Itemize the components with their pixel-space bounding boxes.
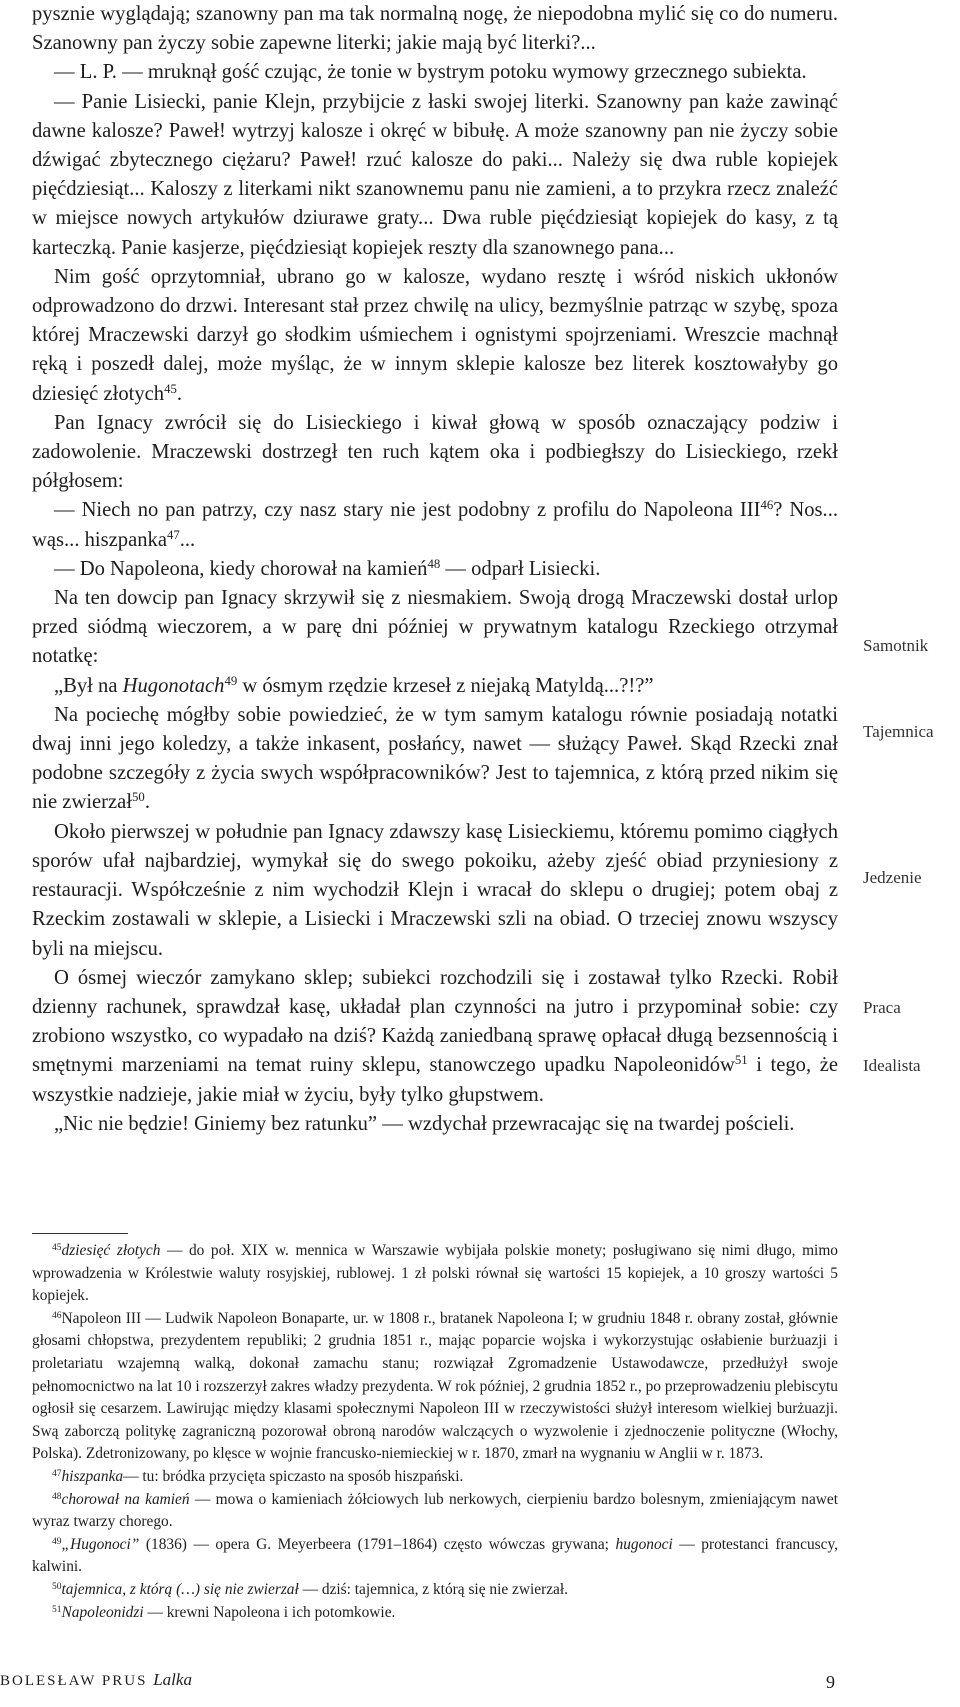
footnote-divider: [32, 1233, 128, 1234]
footnote-ref[interactable]: 46: [760, 498, 774, 513]
margin-note-jedzenie: Jedzenie: [863, 868, 922, 887]
text-run: — Do Napoleona, kiedy chorował na kamień: [54, 557, 428, 580]
footnote-ref[interactable]: 49: [224, 673, 238, 688]
footnote-ref[interactable]: 45: [164, 381, 177, 396]
footnote-51: [32, 1602, 838, 1625]
footnote-number: 51: [52, 1603, 62, 1615]
text-run: O ósmej wieczór zamykano sklep; subiekci rozchodzili się i zostawał tylko Rzecki. Robił dzienny rachunek, sprawdzał kasę, układał plan czynności na jutro i przypominał sobie: czy zrobiono wszystko, co wypadało na dziś? Każdą zaniedbaną sprawę opłacał długą bezsennością i smętnymi marzeniami na temat ruiny sklepu, stanowczego upadku Napoleonidów: [32, 966, 838, 1077]
text-run: — odparł Lisiecki.: [440, 557, 601, 580]
paragraph: Na pociechę mógłby sobie powiedzieć, że w tym samym katalogu równie posiadają notatki dwaj inni jego koledzy, a także inkasent, posłańcy, nawet — służący Paweł. Skąd Rzecki znał podobne szczegóły z życia swych współpracowników? Jest to tajemnica, z którą przed nikim się nie zwierzał$^{50}$.: [32, 703, 838, 814]
footnote-text: — protestanci francuscy, kalwini.: [32, 1535, 838, 1576]
footnote-ref[interactable]: 47: [166, 527, 180, 542]
footnote-number: 45: [52, 1241, 62, 1253]
footnote-term: hiszpanka: [61, 1467, 124, 1485]
footnote-text: — dziś: tajemnica, z którą się nie zwierzał.: [298, 1580, 569, 1598]
margin-note-praca: Praca: [863, 998, 901, 1017]
paragraph: Pan Ignacy zwrócił się do Lisieckiego i kiwał głową w sposób oznaczający podziw i zadowolenie. Mraczewski dostrzegł ten ruch kątem oka i podbiegłszy do Lisieckiego, rzekł półgłosem:: [32, 411, 838, 493]
text-run: „Był na: [54, 674, 123, 697]
footnote-term: tajemnica, z którą (…) się nie zwierzał: [61, 1580, 299, 1598]
footnote-45: [32, 1240, 838, 1308]
footnote-term: hugonoci: [615, 1535, 673, 1553]
footnote-49: [32, 1534, 838, 1579]
footnote-number: 47: [52, 1467, 62, 1479]
footnote-47: [32, 1466, 838, 1489]
margin-note-tajemnica: Tajemnica: [863, 722, 934, 741]
page-number: 9: [826, 1672, 835, 1692]
running-footer: [0, 1670, 192, 1690]
footer-title: Lalka: [153, 1670, 192, 1689]
text-run: w ósmym rzędzie krzeseł z niejaką Matyldą...?!?”: [237, 674, 654, 697]
footnote-number: 50: [52, 1580, 62, 1592]
text-run: i tego, że wszystkie nadzieje, jakie miał w życiu, były tylko głupstwem.: [32, 1054, 838, 1106]
paragraph: — L. P. — mruknął gość czując, że tonie w bystrym potoku wymowy grzecznego subiekta.: [54, 61, 807, 84]
text-run: Na pociechę mógłby sobie powiedzieć, że w tym samym katalogu równie posiadają notatki dwaj inni jego koledzy, a także inkasent, posłańcy, nawet — służący Paweł. Skąd Rzecki znał podobne szczegóły z życia swych współpracowników? Jest to tajemnica, z którą przed nikim się nie zwierzał: [32, 703, 838, 814]
footnote-text: — krewni Napoleona i ich potomkowie.: [143, 1603, 396, 1621]
text-run: ...: [179, 528, 196, 551]
paragraph: [32, 964, 838, 1110]
paragraph: pysznie wyglądają; szanowny pan ma tak normalną nogę, że niepodobna mylić się co do numeru. Szanowny pan życzy sobie zapewne literki; jakie mają być literki?...: [32, 3, 838, 55]
text-run: ? Nos... wąs... hiszpanka: [32, 499, 839, 551]
footnote-46: [32, 1308, 838, 1466]
paragraph: [32, 555, 838, 584]
italic-title: Hugonotach: [122, 674, 225, 697]
main-text: [32, 0, 838, 1139]
text-run: Nim gość oprzytomniał, ubrano go w kalosze, wydano resztę i wśród niskich ukłonów odprowadzono do drzwi. Interesant stał przez chwilę na ulicy, bezmyślnie patrząc w szybę, spoza której Mraczewski darzył go słodkim uśmiechem i ognistymi spojrzeniami. Wreszcie machnął ręką i poszedł dalej, może myśląc, że w innym sklepie kalosze bez literek kosztowałyby go dziesięć złotych: [32, 265, 838, 405]
footnotes: [32, 1240, 838, 1624]
paragraph: — Panie Lisiecki, panie Klejn, przybijcie z łaski swojej literki. Szanowny pan każe zawinąć dawne kalosze? Paweł! wytrzyj kalosze i okręć w bibułę. A może szanowny pan nie życzy sobie dźwigać zbytecznego ciężaru? Paweł! rzuć kalosze do paki... Należy się dwa ruble kopiejek pięćdziesiąt... Kaloszy z literkami nikt szanownemu panu nie zamieni, a to przykra rzecz znaleźć w miejsce nowych artykułów dziurawe graty... Dwa ruble pięćdziesiąt kopiejek do kasy, z tą karteczką. Panie kasjerze, pięćdziesiąt kopiejek reszty dla szanownego pana...: [32, 90, 838, 259]
footnote-text: Napoleon III — Ludwik Napoleon Bonaparte, ur. w 1808 r., bratanek Napoleona I; w grudniu 1848 r. obrany został, głównie głosami chłopstwa, prezydentem republiki; 2 grudnia 1851 r., mając poparcie wojska i wykorzystując osłabienie burżuazji i proletariatu wzajemną walką, dokonał zamachu stanu; rozwiązał Zgromadzenie Ustawodawcze, przedłużył swoje pełnomocnictwo na lat 10 i rozszerzył zakres władzy prezydenta. W rok później, 2 grudnia 1852 r., po przeprowadzeniu plebiscytu ogłosił się cesarzem. Lawirując między klasami społecznymi Napoleon III w rzeczywistości służył interesom wielkiej burżuazji. Swą zaborczą politykę zagraniczną pozorował obroną narodów walczących o wyzwolenie i zjednoczenie polityczne (Włochy, Polska). Zdetronizowany, po klęsce w wojnie francusko-niemieckiej w r. 1870, zmarł na wygnaniu w Anglii w r. 1873.: [32, 1309, 838, 1463]
footnote-term: chorował na kamień: [61, 1490, 190, 1508]
margin-note-samotnik: Samotnik: [863, 636, 929, 655]
paragraph: [32, 672, 838, 701]
footnote-number: 48: [52, 1490, 62, 1502]
paragraph: „Nic nie będzie! Giniemy bez ratunku” — wzdychał przewracając się na twardej pościeli.: [54, 1112, 795, 1135]
footnote-term: Napoleonidzi: [61, 1603, 144, 1621]
footnote-term: „Hugonoci”: [61, 1535, 140, 1553]
paragraph: [32, 496, 838, 554]
footnote-number: 46: [52, 1309, 62, 1321]
footnote-text: — mowa o kamieniach żółciowych lub nerkowych, cierpieniu bardzo bolesnym, zmieniającym nawet wyraz twarzy chorego.: [32, 1490, 838, 1531]
footnote-ref[interactable]: 51: [734, 1053, 748, 1068]
paragraph: Na ten dowcip pan Ignacy skrzywił się z niesmakiem. Swoją drogą Mraczewski dostał urlop przed siódmą wieczorem, a w parę dni później w prywatnym katalogu Rzeckiego otrzymał notatkę:: [32, 587, 838, 668]
footnote-text: — tu: bródka przycięta spiczasto na sposób hiszpański.: [123, 1467, 464, 1485]
footnote-48: [32, 1489, 838, 1534]
footnote-text: — do poł. XIX w. mennica w Warszawie wybijała polskie monety; posługiwano się nimi długo, mimo wprowadzenia w Królestwie waluty rosyjskiej, rublowej. 1 zł polski równał się wartości 15 kopiejek, a 10 groszy wartości 5 kopiejek.: [32, 1242, 838, 1305]
footnote-ref[interactable]: 48: [427, 556, 441, 571]
footnote-ref[interactable]: 50: [132, 790, 145, 805]
footer-author: BOLESŁAW PRUS: [0, 1673, 148, 1689]
text-run: — Niech no pan patrzy, czy nasz stary nie jest podobny z profilu do Napoleona III: [54, 499, 761, 522]
paragraph: Około pierwszej w południe pan Ignacy zdawszy kasę Lisieckiemu, któremu pomimo ciągłych sporów ufał najbardziej, wymykał się do swego pokoiku, ażeby zjeść obiad przyniesiony z restauracji. Współcześnie z nim wychodził Klejn i wracał do sklepu o drugiej; potem obaj z Rzeckim zostawali w sklepie, a Lisiecki i Mraczewski szli na obiad. O trzeciej znowu wszyscy byli na miejscu.: [32, 820, 838, 960]
footnote-50: [32, 1579, 838, 1602]
paragraph: Nim gość oprzytomniał, ubrano go w kalosze, wydano resztę i wśród niskich ukłonów odprowadzono do drzwi. Interesant stał przez chwilę na ulicy, bezmyślnie patrząc w szybę, spoza której Mraczewski darzył go słodkim uśmiechem i ognistymi spojrzeniami. Wreszcie machnął ręką i poszedł dalej, może myśląc, że w innym sklepie kalosze bez literek kosztowałyby go dziesięć złotych$^{45}$.: [32, 265, 838, 405]
footnote-text: (1836) — opera G. Meyerbeera (1791–1864) często wówczas grywana;: [139, 1535, 616, 1553]
footnote-number: 49: [52, 1535, 62, 1547]
footnote-term: dziesięć złotych: [61, 1242, 161, 1259]
margin-note-idealista: Idealista: [863, 1056, 921, 1075]
